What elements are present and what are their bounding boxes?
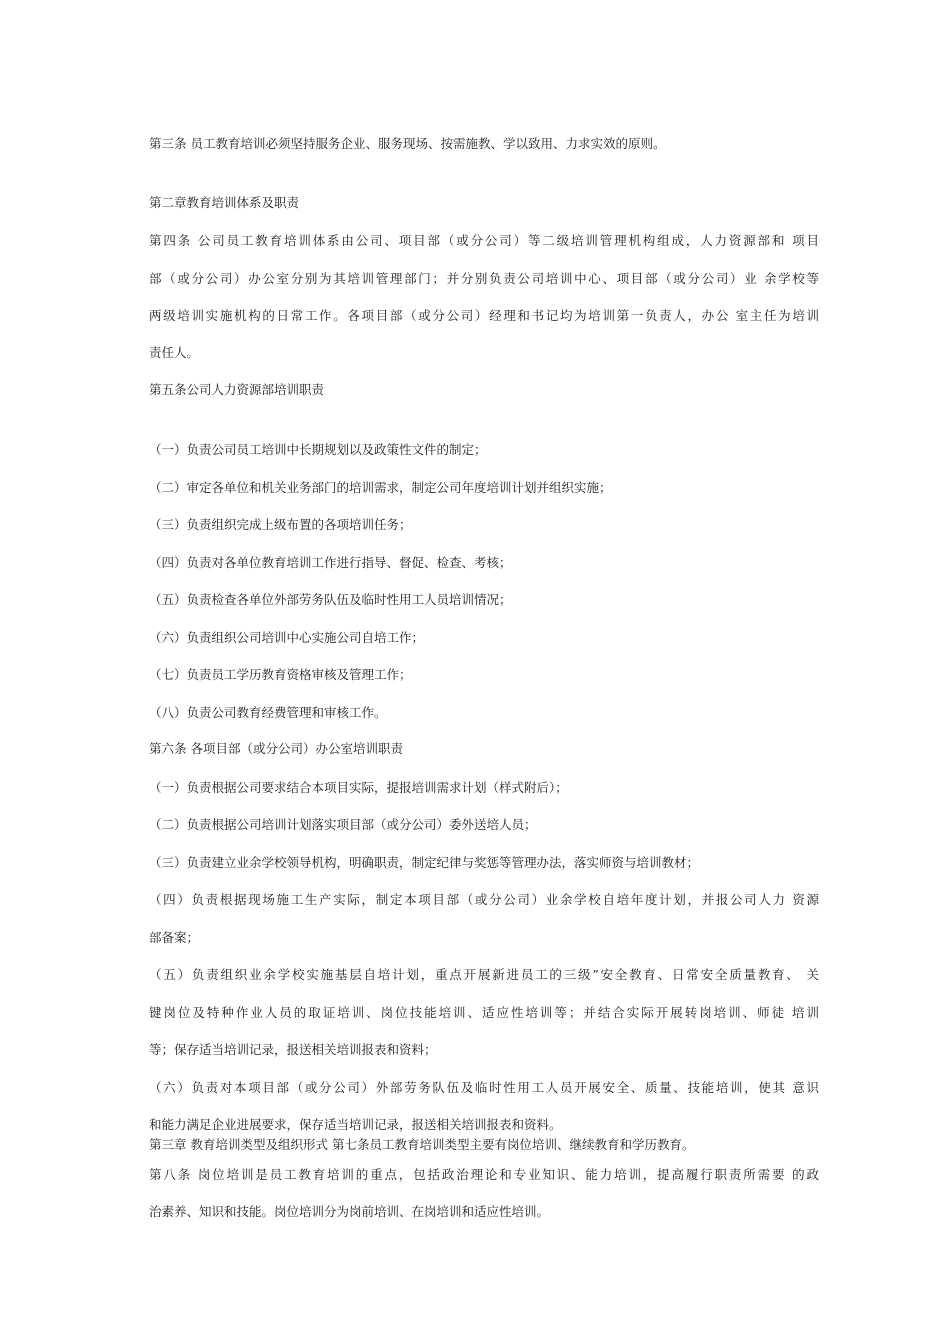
- article-4-line-4: 责任人。: [149, 345, 200, 360]
- article-6-item-5-line-3: 等；保存适当培训记录，报送相关培训报表和资料；: [149, 1042, 437, 1057]
- article-6-item-5-line-1: （五）负责组织业余学校实施基层自培计划，重点开展新进员工的三级”安全教育、日常安全质量教育、 关: [149, 967, 819, 982]
- article-5-item-1: （一）负责公司员工培训中长期规划以及政策性文件的制定；: [149, 442, 487, 457]
- article-6-item-5-line-2: 键岗位及特种作业人员的取证培训、岗位技能培训、适应性培训等；并结合实际开展转岗培训、师徒 培训: [149, 1005, 819, 1020]
- article-3: 第三条 员工教育培训必须坚持服务企业、服务现场、按需施教、学以致用、力求实效的原则。: [149, 136, 666, 151]
- chapter-2-heading: 第二章教育培训体系及职责: [149, 195, 300, 210]
- article-6-item-4-line-1: （四）负责根据现场施工生产实际，制定本项目部（或分公司）业余学校自培年度计划，并报公司人力 资源: [149, 892, 819, 907]
- article-6-item-6-line-1: （六）负责对本项目部（或分公司）外部劳务队伍及临时性用工人员开展安全、质量、技能培训，使其 意识: [149, 1080, 819, 1095]
- article-5-item-6: （六）负责组织公司培训中心实施公司自培工作；: [149, 630, 425, 645]
- article-4-line-2: 部（或分公司）办公室分别为其培训管理部门；并分别负责公司培训中心、项目部（或分公司）业 余学校等: [149, 271, 819, 286]
- article-4-line-1: 第四条 公司员工教育培训体系由公司、项目部（或分公司）等二级培训管理机构组成，人力资源部和 项目: [149, 233, 819, 248]
- article-6-item-2: （二）负责根据公司培训计划落实项目部（或分公司）委外送培人员；: [149, 817, 537, 832]
- article-5-item-7: （七）负责员工学历教育资格审核及管理工作；: [149, 667, 412, 682]
- article-6-heading: 第六条 各项目部（或分公司）办公室培训职责: [149, 741, 403, 756]
- article-6-item-1: （一）负责根据公司要求结合本项目实际，提报培训需求计划（样式附后）；: [149, 780, 568, 795]
- article-5-item-8: （八）负责公司教育经费管理和审核工作。: [149, 705, 387, 720]
- chapter-3-heading-article-7: 第三章 教育培训类型及组织形式 第七条员工教育培训类型主要有岗位培训、继续教育和学历教育。: [149, 1137, 695, 1152]
- article-8-line-1: 第八条 岗位培训是员工教育培训的重点，包括政治理论和专业知识、能力培训，提高履行职责所需要 的政: [149, 1167, 819, 1182]
- article-6-item-6-line-2: 和能力满足企业进展要求，保存适当培训记录，报送相关培训报表和资料。: [149, 1117, 562, 1132]
- article-6-item-3: （三）负责建立业余学校领导机构，明确职责，制定纪律与奖惩等管理办法，落实师资与培训教材；: [149, 855, 700, 870]
- article-5-heading: 第五条公司人力资源部培训职责: [149, 382, 325, 397]
- article-4-line-3: 两级培训实施机构的日常工作。各项目部（或分公司）经理和书记均为培训第一负责人，办公 室主任为培训: [149, 308, 819, 323]
- article-5-item-5: （五）负责检查各单位外部劳务队伍及临时性用工人员培训情况；: [149, 592, 512, 607]
- article-8-line-2: 治素养、知识和技能。岗位培训分为岗前培训、在岗培训和适应性培训。: [149, 1204, 550, 1219]
- article-5-item-2: （二）审定各单位和机关业务部门的培训需求，制定公司年度培训计划并组织实施；: [149, 480, 612, 495]
- article-5-item-3: （三）负责组织完成上级布置的各项培训任务；: [149, 517, 412, 532]
- article-6-item-4-line-2: 部备案；: [149, 930, 200, 945]
- article-5-item-4: （四）负责对各单位教育培训工作进行指导、督促、检查、考核；: [149, 555, 512, 570]
